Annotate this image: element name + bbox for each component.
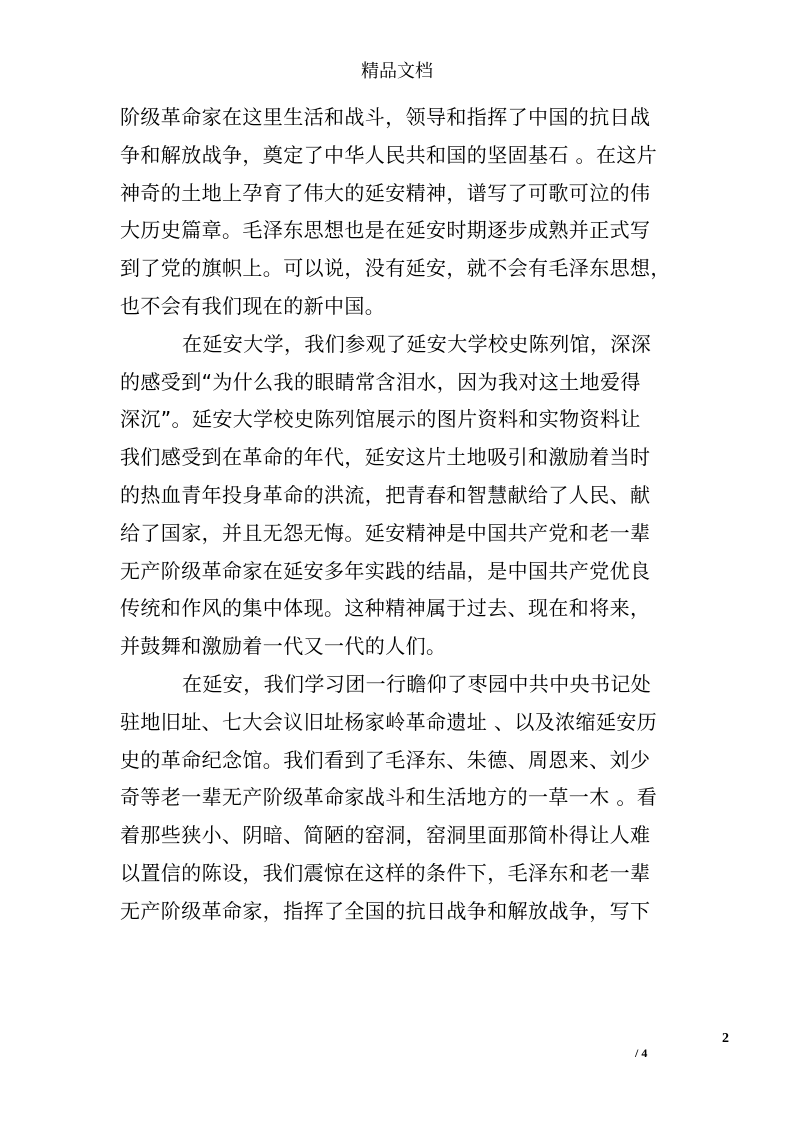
paragraph-first-line: 在延安大学，我们参观了延安大学校史陈列馆，深深 xyxy=(182,331,652,356)
text-line: 我们感受到在革命的年代，延安这片土地吸引和激励着当时 xyxy=(120,445,651,470)
text-line: 的热血青年投身革命的洪流，把青春和智慧献给了人民、献 xyxy=(120,482,651,507)
text-line: 给了国家，并且无怨无悔。延安精神是中国共产党和老一辈 xyxy=(120,520,651,545)
text-line: 深沉”。延安大学校史陈列馆展示的图片资料和实物资料让 xyxy=(120,407,641,432)
text-line: 神奇的土地上孕育了伟大的延安精神，谱写了可歌可泣的伟 xyxy=(120,180,651,205)
text-line: 无产阶级革命家，指挥了全国的抗日战争和解放战争，写下 xyxy=(120,898,651,923)
text-line: 也不会有我们现在的新中国。 xyxy=(120,293,386,318)
document-header: 精品文档 xyxy=(361,61,433,82)
text-line: 阶级革命家在这里生活和战斗，领导和指挥了中国的抗日战 xyxy=(120,105,651,129)
text-line: 奇等老一辈无产阶级革命家战斗和生活地方的一草一木 。看 xyxy=(120,785,658,810)
text-line: 传统和作风的集中体现。这种精神属于过去、现在和将来， xyxy=(120,596,651,621)
text-line: 到了党的旗帜上。可以说，没有延安，就不会有毛泽东思想， xyxy=(120,256,671,281)
paragraph-first-line: 在延安，我们学习团一行瞻仰了枣园中共中央书记处 xyxy=(182,671,652,696)
text-line: 大历史篇章。毛泽东思想也是在延安时期逐步成熟并正式写 xyxy=(120,218,651,243)
document-body xyxy=(120,99,680,931)
text-line: 并鼓舞和激励着一代又一代的人们。 xyxy=(120,634,447,659)
text-line: 驻地旧址、七大会议旧址杨家岭革命遗址 、以及浓缩延安历 xyxy=(120,709,658,734)
text-line: 史的革命纪念馆。我们看到了毛泽东、朱德、周恩来、刘少 xyxy=(120,747,651,772)
text-line: 争和解放战争，奠定了中华人民共和国的坚固基石 。在这片 xyxy=(120,142,658,167)
text-line: 着那些狭小、阴暗、简陋的窑洞，窑洞里面那简朴得让人难 xyxy=(120,823,651,848)
page-total: / 4 xyxy=(635,1046,648,1060)
text-line: 无产阶级革命家在延安多年实践的结晶，是中国共产党优良 xyxy=(120,558,651,583)
text-line: 的感受到“为什么我的眼睛常含泪水，因为我对这土地爱得 xyxy=(120,369,641,394)
text-line: 以置信的陈设，我们震惊在这样的条件下，毛泽东和老一辈 xyxy=(120,860,651,885)
page-number: 2 xyxy=(722,1031,729,1046)
